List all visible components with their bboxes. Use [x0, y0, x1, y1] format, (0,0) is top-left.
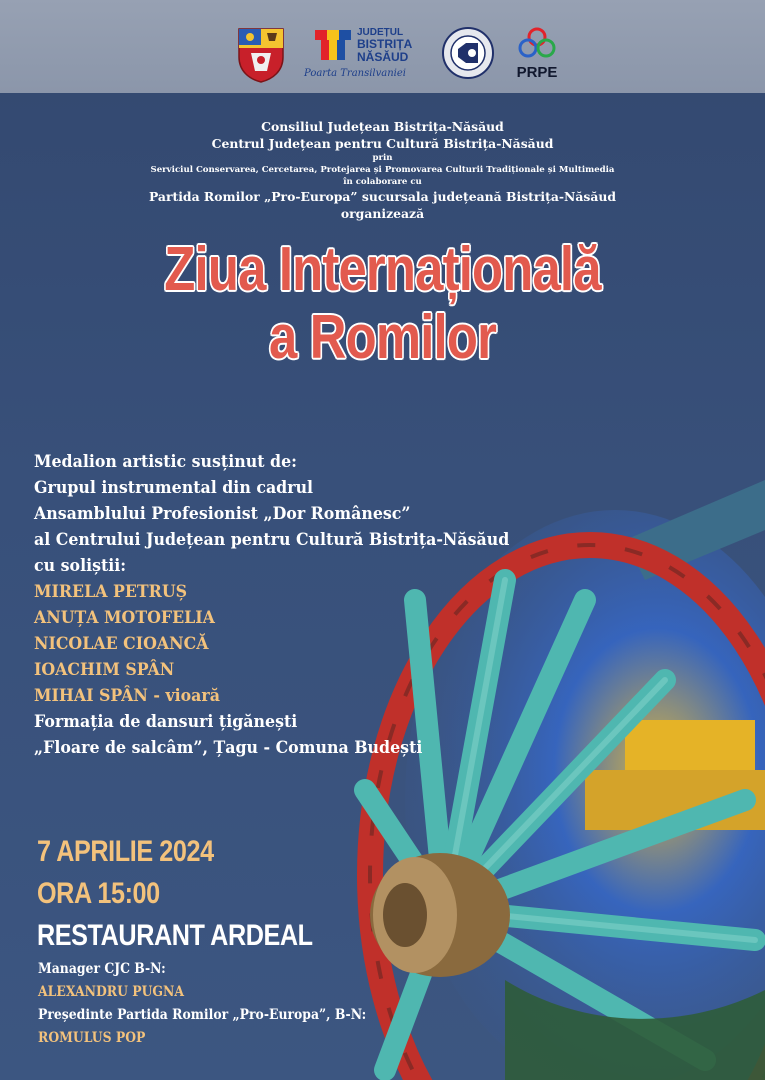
manager-label: Manager CJC B-N:	[38, 961, 166, 977]
cultural-center-seal-icon	[442, 27, 494, 79]
event-title	[69, 236, 696, 372]
soloist-name: NICOLAE CIOANCĂ	[34, 634, 209, 654]
program-line: Grupul instrumental din cadrul	[34, 478, 314, 498]
logo-bar	[0, 0, 765, 93]
soloist-name: MIRELA PETRUȘ	[34, 582, 188, 602]
county-brand-icon	[313, 26, 353, 64]
coat-of-arms-icon	[237, 27, 285, 83]
event-details	[37, 831, 365, 957]
organizer-organizes: organizează	[340, 206, 425, 221]
event-title-line2: a Romilor	[268, 303, 497, 372]
soloists-list	[34, 579, 545, 709]
organizer-through: prin	[372, 153, 393, 163]
soloist-name: MIHAI SPÂN - vioară	[34, 686, 220, 706]
program-line: cu soliștii:	[34, 556, 127, 576]
event-title-line1: Ziua Internațională	[164, 235, 601, 304]
credits-block	[38, 958, 395, 1050]
county-label: JUDEȚUL	[357, 27, 404, 38]
program-line: al Centrului Județean pentru Cultură Bistrița-Năsăud	[34, 530, 510, 550]
organizer-collaboration: în colaborare cu	[343, 177, 422, 187]
county-name-1: BISTRIȚA	[357, 37, 413, 51]
organizer-service: Serviciul Conservarea, Cercetarea, Protejarea și Promovarea Culturii Tradiționale și Multimedia	[150, 165, 615, 175]
prpe-label: PRPE	[516, 64, 558, 81]
soloist-name: ANUȚA MOTOFELIA	[34, 608, 215, 628]
dance-ensemble	[34, 709, 545, 761]
program-intro	[34, 449, 545, 579]
county-name-2: NĂSĂUD	[357, 50, 409, 64]
event-date: 7 APRILIE 2024	[37, 835, 214, 868]
president-name: ROMULUS POP	[38, 1030, 146, 1046]
program-line: Ansamblului Profesionist „Dor Românesc”	[34, 504, 411, 524]
program-block	[34, 449, 545, 761]
program-line: Medalion artistic susținut de:	[34, 452, 298, 472]
organizer-cultural-center: Centrul Județean pentru Cultură Bistrița-Năsăud	[211, 136, 554, 151]
president-label: Președinte Partida Romilor „Pro-Europa”, B-N:	[38, 1007, 367, 1023]
event-time: ORA 15:00	[37, 877, 160, 910]
dance-line: „Floare de salcâm”, Țagu - Comuna Budești	[34, 738, 423, 758]
county-tagline: Poarta Transilvaniei	[304, 68, 406, 79]
organizer-county-council: Consiliul Județean Bistrița-Năsăud	[261, 119, 504, 134]
manager-name: ALEXANDRU PUGNA	[38, 984, 185, 1000]
soloist-name: IOACHIM SPÂN	[34, 660, 175, 680]
prpe-logo-icon	[513, 26, 561, 60]
organizer-roma-party: Partida Romilor „Pro-Europa” sucursala județeană Bistrița-Năsăud	[148, 189, 617, 204]
event-venue: RESTAURANT ARDEAL	[37, 919, 313, 952]
organizers-block	[0, 118, 765, 222]
dance-line: Formația de dansuri țigănești	[34, 712, 298, 732]
